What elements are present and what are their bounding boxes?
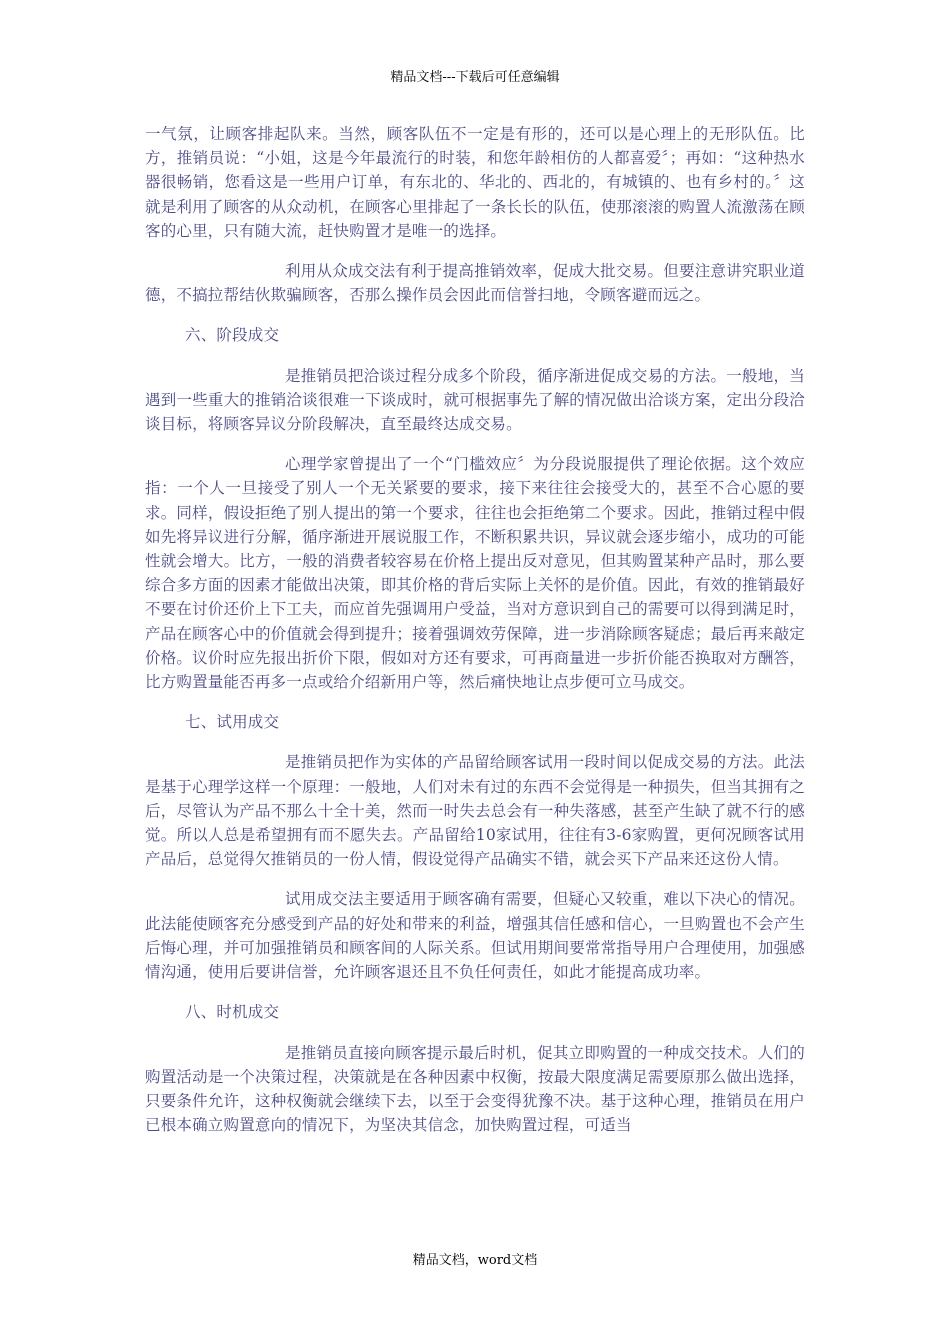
paragraph-herd-queue: 一气氛，让顾客排起队来。当然，顾客队伍不一定是有形的，还可以是心理上的无形队伍。比方，推销员说：“小姐，这是今年最流行的时装，和您年龄相仿的人都喜爱〞；再如：“这种热水器很畅销，您看这是一些用户订单，有东北的、华北的、西北的，有城镇的、也有乡村的。〞这就是利用了顾客的从众动机，在顾客心里排起了一条长长的队伍，使那滚滚的购置人流激荡在顾客的心里，只有随大流，赶快购置才是唯一的选择。 — [145, 125, 805, 240]
paragraph-trial-definition: 是推销员把作为实体的产品留给顾客试用一段时间以促成交易的方法。此法是基于心理学这样一个原理：一般地，人们对未有过的东西不会觉得是一种损失，但当其拥有之后，尽管认为产品不那么十全十美，然而一时失去总会有一种失落感，甚至产生缺了就不行的感觉。所以人总是希望拥有而不愿失去。产品留给10家试用，往往有3-6家购置，更何况顾客试用产品后，总觉得欠推销员的一份人情，假设觉得产品确实不错，就会买下产品来还这份人情。 — [145, 753, 805, 869]
paragraph-timing-definition: 是推销员直接向顾客提示最后时机，促其立即购置的一种成交技术。人们的购置活动是一个决策过程，决策就是在各种因素中权衡，按最大限度满足需要原那么做出选择，只要条件允许，这种权衡就会继续下去，以至于会变得犹豫不决。基于这种心理，推销员在用户已根本确立购置意向的情况下，为坚决其信念，加快购置过程，可适当 — [145, 1043, 805, 1135]
page-header: 精品文档---下载后可任意编辑 — [390, 70, 560, 85]
section-heading-trial-deal: 七、试用成交 — [185, 713, 280, 732]
section-heading-timing-deal: 八、时机成交 — [185, 1003, 280, 1022]
section-heading-stage-deal: 六、阶段成交 — [185, 326, 280, 345]
document-body — [145, 122, 805, 1153]
paragraph-threshold-effect: 心理学家曾提出了一个“门槛效应〞为分段说服提供了理论依据。这个效应指：一个人一旦接受了别人一个无关紧要的要求，接下来往往会接受大的，甚至不合心愿的要求。同样，假设拒绝了别人提出的第一个要求，往往也会拒绝第二个要求。因此，推销过程中假如先将异议进行分解，循序渐进开展说服工作，不断积累共识，异议就会逐步缩小，成功的可能性就会增大。比方，一般的消费者较容易在价格上提出反对意见，但其购置某种产品时，那么要综合多方面的因素才能做出决策，即其价格的背后实际上关怀的是价值。因此，有效的推销最好不要在讨价还价上下工夫，而应首先强调用户受益，当对方意识到自己的需要可以得到满足时，产品在顾客心中的价值就会得到提升；接着强调效劳保障，进一步消除顾客疑虑；最后再来敲定价格。议价时应先报出折价下限，假如对方还有要求，可再商量进一步折价能否换取对方酬答，比方购置量能否再多一点或给介绍新用户等，然后痛快地让点步便可立马成交。 — [145, 455, 805, 692]
paragraph-herd-efficiency: 利用从众成交法有利于提高推销效率，促成大批交易。但要注意讲究职业道德，不搞拉帮结伙欺骗顾客，否那么操作员会因此而信誉扫地，令顾客避而远之。 — [145, 262, 805, 305]
paragraph-trial-usage: 试用成交法主要适用于顾客确有需要，但疑心又较重，难以下决心的情况。此法能使顾客充分感受到产品的好处和带来的利益，增强其信任感和信心，一旦购置也不会产生后悔心理，并可加强推销员和顾客间的人际关系。但试用期间要常常指导用户合理使用，加强感情沟通，使用后要讲信誉，允许顾客退还且不负任何责任，如此才能提高成功率。 — [145, 890, 805, 982]
page-footer: 精品文档，word文档 — [412, 1253, 538, 1268]
paragraph-stage-definition: 是推销员把洽谈过程分成多个阶段，循序渐进促成交易的方法。一般地，当遇到一些重大的推销洽谈很难一下谈成时，就可根据事先了解的情况做出洽谈方案，定出分段洽谈目标，将顾客异议分阶段解决，直至最终达成交易。 — [145, 366, 805, 434]
